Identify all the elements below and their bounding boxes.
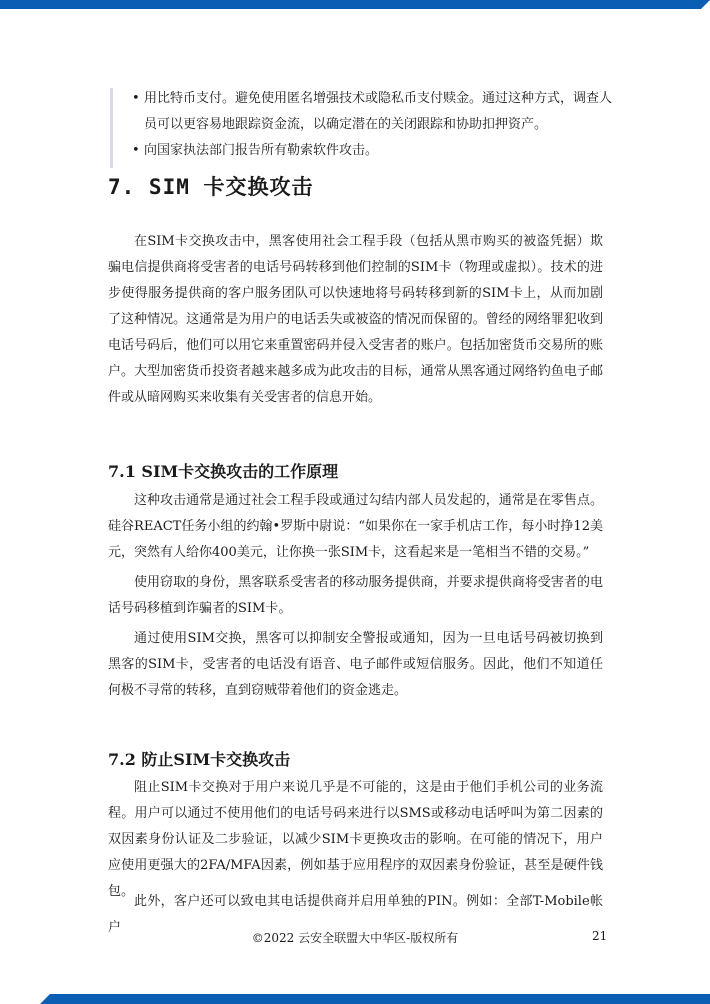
paragraph: 通过使用SIM交换，黑客可以抑制安全警报或通知，因为一旦电话号码被切换到黑客的SIM卡，受害者的电话没有语音、电子邮件或短信服务。因此，他们不知道任何极不寻常的转移，直到窃贼带着他们的资金逃走。 — [108, 631, 603, 698]
footer-accent-bar — [0, 994, 710, 1004]
list-item: • 向国家执法部门报告所有勒索软件攻击。 — [132, 138, 612, 164]
subsection-heading-7-2: 7.2 防止SIM卡交换攻击 — [108, 750, 291, 769]
paragraph: 这种攻击通常是通过社会工程手段或通过勾结内部人员发起的，通常是在零售点。硅谷REACT任务小组的约翰•罗斯中尉说：“如果你在一家手机店工作，每小时挣12美元，突然有人给你400美元，让你换一张SIM卡，这看起来是一笔相当不错的交易。” — [108, 493, 603, 560]
paragraph: 此外，客户还可以致电其电话提供商并启用单独的PIN。例如：全部T-Mobile帐户 — [108, 894, 603, 935]
paragraph: 使用窃取的身份，黑客联系受害者的移动服务提供商，并要求提供商将受害者的电话号码移植到诈骗者的SIM卡。 — [108, 575, 603, 616]
subsection-heading-7-1: 7.1 SIM卡交换攻击的工作原理 — [108, 462, 339, 481]
paragraph: 阻止SIM卡交换对于用户来说几乎是不可能的，这是由于他们手机公司的业务流程。用户可以通过不使用他们的电话号码来进行以SMS或移动电话呼叫为第二因素的双因素身份认证及二步验证，以减少SIM卡更换攻击的影响。在可能的情况下，用户应使用更强大的2FA/MFA因素，例如基于应用程序的双因素身份验证，甚至是硬件钱包。 — [108, 780, 603, 899]
list-item: • 用比特币支付。避免使用匿名增强技术或隐私币支付赎金。通过这种方式，调查人员可以更容易地跟踪资金流，以确定潜在的关闭跟踪和协助扣押资产。 — [132, 86, 612, 138]
page-number: 21 — [592, 929, 608, 943]
header-accent-bar — [0, 0, 710, 9]
copyright-text: ©2022 云安全联盟大中华区-版权所有 — [251, 931, 459, 945]
quote-rule — [110, 88, 113, 168]
bullet-quote-block — [110, 86, 620, 172]
section-heading: 7. SIM 卡交换攻击 — [108, 175, 314, 199]
section-intro-paragraph: 在SIM卡交换攻击中，黑客使用社会工程手段（包括从黑市购买的被盗凭据）欺骗电信提供商将受害者的电话号码转移到他们控制的SIM卡（物理或虚拟）。技术的进步使得服务提供商的客户服务团队可以快速地将号码转移到新的SIM卡上，从而加剧了这种情况。这通常是为用户的电话丢失或被盗的情况而保留的。曾经的网络罪犯收到电话号码后，他们可以用它来重置密码并侵入受害者的账户。包括加密货币交易所的账户。大型加密货币投资者越来越多成为此攻击的目标，通常从黑客通过网络钓鱼电子邮件或从暗网购买来收集有关受害者的信息开始。 — [108, 234, 603, 405]
bullet-list — [132, 86, 612, 164]
